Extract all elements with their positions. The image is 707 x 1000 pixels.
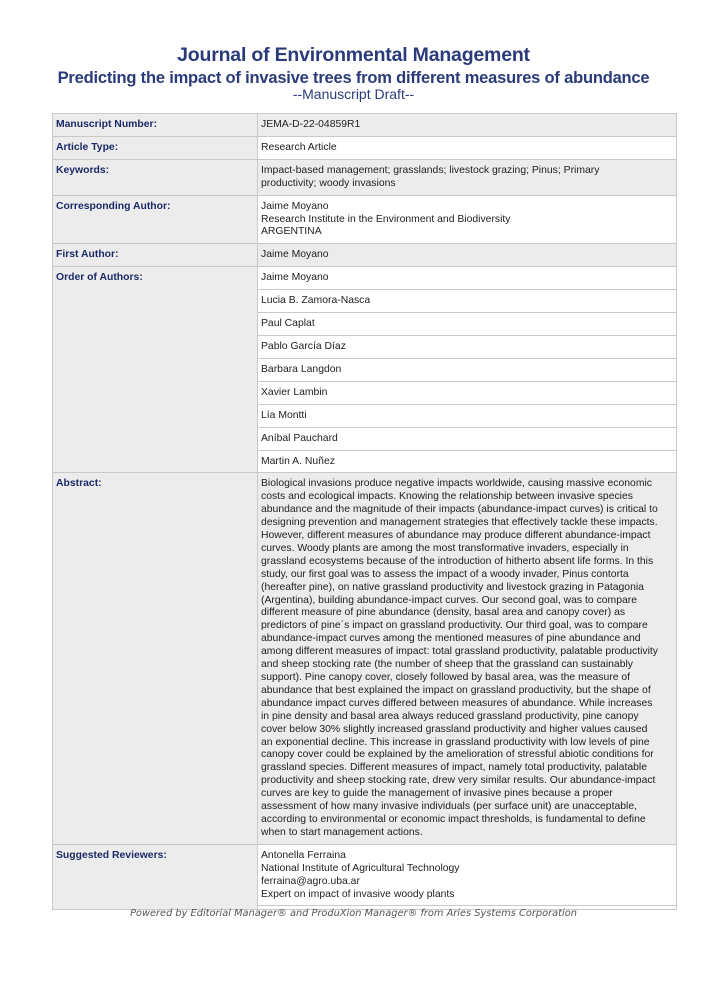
reviewer-email: ferraina@agro.uba.ar [261, 875, 360, 887]
draft-label: --Manuscript Draft-- [292, 86, 415, 102]
label-suggested-reviewers: Suggested Reviewers: [53, 844, 258, 910]
author-item: Martin A. Nuñez [258, 450, 677, 473]
row-order-of-authors [53, 267, 677, 290]
value-corresponding-author [258, 195, 677, 244]
abstract-line: an exponential decline. This increase in grassland productivity with low levels of pine [261, 736, 650, 748]
abstract-line: among different measures of impact: total grassland productivity, palatable productivity [261, 646, 658, 658]
reviewer-name: Antonella Ferraina [261, 849, 346, 861]
paper-title: Predicting the impact of invasive trees from different measures of abundance [57, 69, 650, 87]
abstract-line: in pine density and basal area always reduced grassland productivity, pine canopy [261, 710, 639, 722]
value-manuscript-number: JEMA-D-22-04859R1 [258, 114, 677, 137]
abstract-line: designing prevention and management strategies that effectively tackle these impacts. [261, 517, 658, 529]
abstract-line: abundance-impact curves among the mentioned measures of pine abundance and [261, 633, 641, 645]
author-item: Lucia B. Zamora-Nasca [258, 290, 677, 313]
value-first-author: Jaime Moyano [258, 244, 677, 267]
label-abstract: Abstract: [53, 473, 258, 844]
abstract-line: when to start management actions. [261, 826, 423, 838]
abstract-line: curves are key to guide the management of invasive pines because a proper [261, 788, 613, 800]
row-suggested-reviewers [53, 844, 677, 906]
abstract-line: grassland ecosystems because of the introduction of hitherto absent life forms. In this [261, 555, 654, 567]
journal-title: Journal of Environmental Management [177, 44, 530, 66]
row-abstract [53, 473, 677, 844]
author-item: Jaime Moyano [258, 267, 677, 290]
row-corresponding-author [53, 195, 677, 244]
abstract-line: However, different measures of abundance may produce different abundance-impact [261, 530, 651, 542]
keywords-line: productivity; woody invasions [261, 177, 396, 189]
abstract-line: (Argentina), building abundance-impact curves. Our second goal, was to compare [261, 594, 637, 606]
author-item: Lía Montti [258, 404, 677, 427]
row-manuscript-number [53, 114, 677, 137]
manuscript-details-table [52, 113, 677, 910]
abstract-line: abundance and the magnitude of their impacts (abundance-impact curves) is critical to [261, 504, 658, 516]
abstract-line: predictors of pine´s impact on grassland productivity. Our third goal, was to compare [261, 620, 648, 632]
abstract-line: abundance that best explained the impact on grassland productivity, but the shape of [261, 684, 651, 696]
abstract-line: costs and ecological impacts. Knowing the relationship between invasive species [261, 491, 633, 503]
value-article-type: Research Article [258, 136, 677, 159]
author-item: Pablo García Díaz [258, 335, 677, 358]
value-keywords [258, 159, 677, 195]
abstract-line: curves. Woody plants are among the most transformative invaders, especially in [261, 542, 629, 554]
abstract-line: according to environmental or economic impact thresholds, is fundamental to define [261, 813, 646, 825]
label-keywords: Keywords: [53, 159, 258, 195]
abstract-line: cover below 30% slightly increased grassland productivity and higher values caused [261, 723, 648, 735]
label-manuscript-number: Manuscript Number: [53, 114, 258, 137]
abstract-line: and sheep stocking rate (the number of sheep that the grassland can sustainably [261, 659, 633, 671]
author-item: Paul Caplat [258, 313, 677, 336]
abstract-line: (hereafter pine), on native grassland productivity and livestock grazing in Patagonia [261, 581, 644, 593]
value-suggested-reviewer [258, 844, 677, 906]
abstract-line: assessment of how many invasive individuals (per surface unit) are unacceptable, [261, 801, 637, 813]
corresponding-author-country: ARGENTINA [261, 226, 322, 238]
abstract-line: study, our first goal was to assess the impact of a woody invader, Pinus contorta [261, 568, 629, 580]
abstract-line: abundance impact curves differed between measures of abundance. While increases [261, 697, 653, 709]
abstract-line: canopy cover could be explained by the amelioration of stressful abiotic conditions for [261, 749, 654, 761]
reviewer-institution: National Institute of Agricultural Technology [261, 862, 460, 874]
corresponding-author-institution: Research Institute in the Environment and Biodiversity [261, 213, 511, 225]
abstract-line: different measure of pine abundance (density, basal area and canopy cover) as [261, 607, 626, 619]
author-item: Barbara Langdon [258, 358, 677, 381]
abstract-line: Biological invasions produce negative impacts worldwide, causing massive economic [261, 478, 652, 490]
abstract-line: grassland species. Different measures of impact, namely total productivity, palatable [261, 762, 647, 774]
footer-credit: Powered by Editorial Manager® and ProduXion Manager® from Aries Systems Corporation [130, 908, 577, 919]
row-article-type [53, 136, 677, 159]
keywords-line: Impact-based management; grasslands; livestock grazing; Pinus; Primary [261, 164, 600, 176]
author-item: Aníbal Pauchard [258, 427, 677, 450]
value-abstract [258, 473, 677, 844]
reviewer-expertise: Expert on impact of invasive woody plants [261, 888, 455, 900]
row-keywords [53, 159, 677, 195]
author-item: Xavier Lambin [258, 381, 677, 404]
label-corresponding-author: Corresponding Author: [53, 195, 258, 244]
corresponding-author-name: Jaime Moyano [261, 200, 329, 212]
label-article-type: Article Type: [53, 136, 258, 159]
row-first-author [53, 244, 677, 267]
label-first-author: First Author: [53, 244, 258, 267]
label-order-of-authors: Order of Authors: [53, 267, 258, 473]
abstract-line: support). Pine canopy cover, closely followed by basal area, was the measure of [261, 672, 631, 683]
abstract-line: productivity and sheep stocking rate, drew very similar results. Our abundance-impact [261, 775, 656, 787]
